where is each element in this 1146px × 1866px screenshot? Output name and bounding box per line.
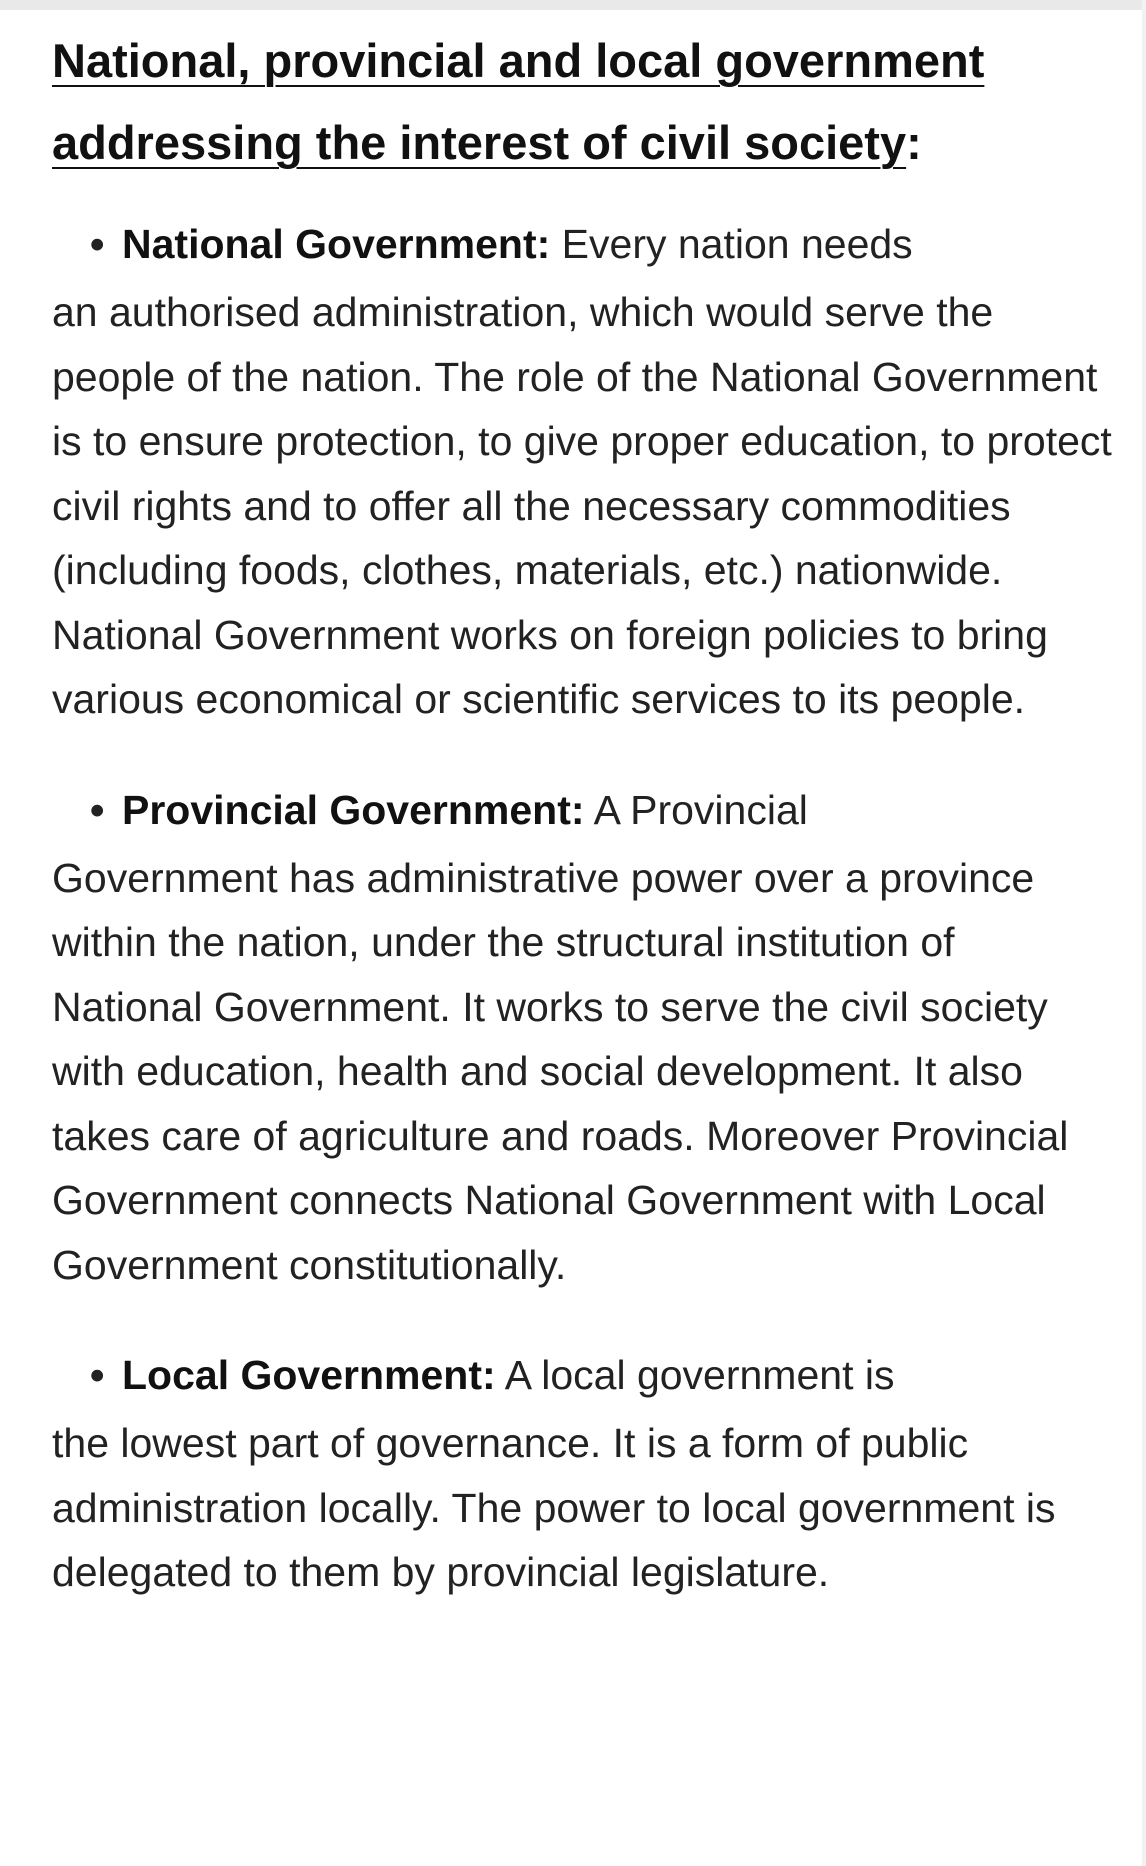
section-body: the lowest part of governance. It is a form of public administration locally. The power to local government is delegated to them by provincial legislature. xyxy=(52,1420,1056,1595)
section-local-government xyxy=(52,1339,1112,1605)
section-label: National Government: xyxy=(122,221,551,267)
section-lead xyxy=(52,774,1112,846)
section-lead xyxy=(52,1339,1112,1411)
bullet-icon: • xyxy=(90,786,105,833)
section-label: Local Government: xyxy=(122,1352,496,1398)
bullet-icon: • xyxy=(90,221,105,267)
section-lead-text: A Provincial xyxy=(584,786,808,833)
section-lead-text: A local government is xyxy=(495,1352,895,1398)
title-line-2: addressing the interest of civil society xyxy=(52,116,907,169)
bullet-icon: • xyxy=(90,1352,105,1398)
page-title xyxy=(52,20,1112,184)
document-page xyxy=(52,20,1112,1605)
title-line-1: National, provincial and local government xyxy=(52,34,985,87)
section-lead-text: Every nation needs xyxy=(550,221,913,267)
section-body: Government has administrative power over a province within the nation, under the structural institution of National Government. It works to serve the civil society with education, health and social development. It also takes care of agriculture and roads. Moreover Provincial Government connects National Government with Local Government constitutionally. xyxy=(52,854,1069,1288)
top-edge-strip xyxy=(0,0,1146,10)
section-national-government xyxy=(52,208,1112,732)
section-lead xyxy=(52,208,1112,280)
section-provincial-government xyxy=(52,774,1112,1298)
section-label: Provincial Government: xyxy=(122,786,585,833)
title-colon: : xyxy=(906,116,922,169)
right-edge-strip xyxy=(1142,0,1146,1866)
section-body: an authorised administration, which would serve the people of the nation. The role of the National Government is to ensure protection, to give proper education, to protect civil rights and to offer all the necessary commodities (including foods, clothes, materials, etc.) nationwide. National Government works on foreign policies to bring various economical or scientific services to its people. xyxy=(52,289,1112,722)
